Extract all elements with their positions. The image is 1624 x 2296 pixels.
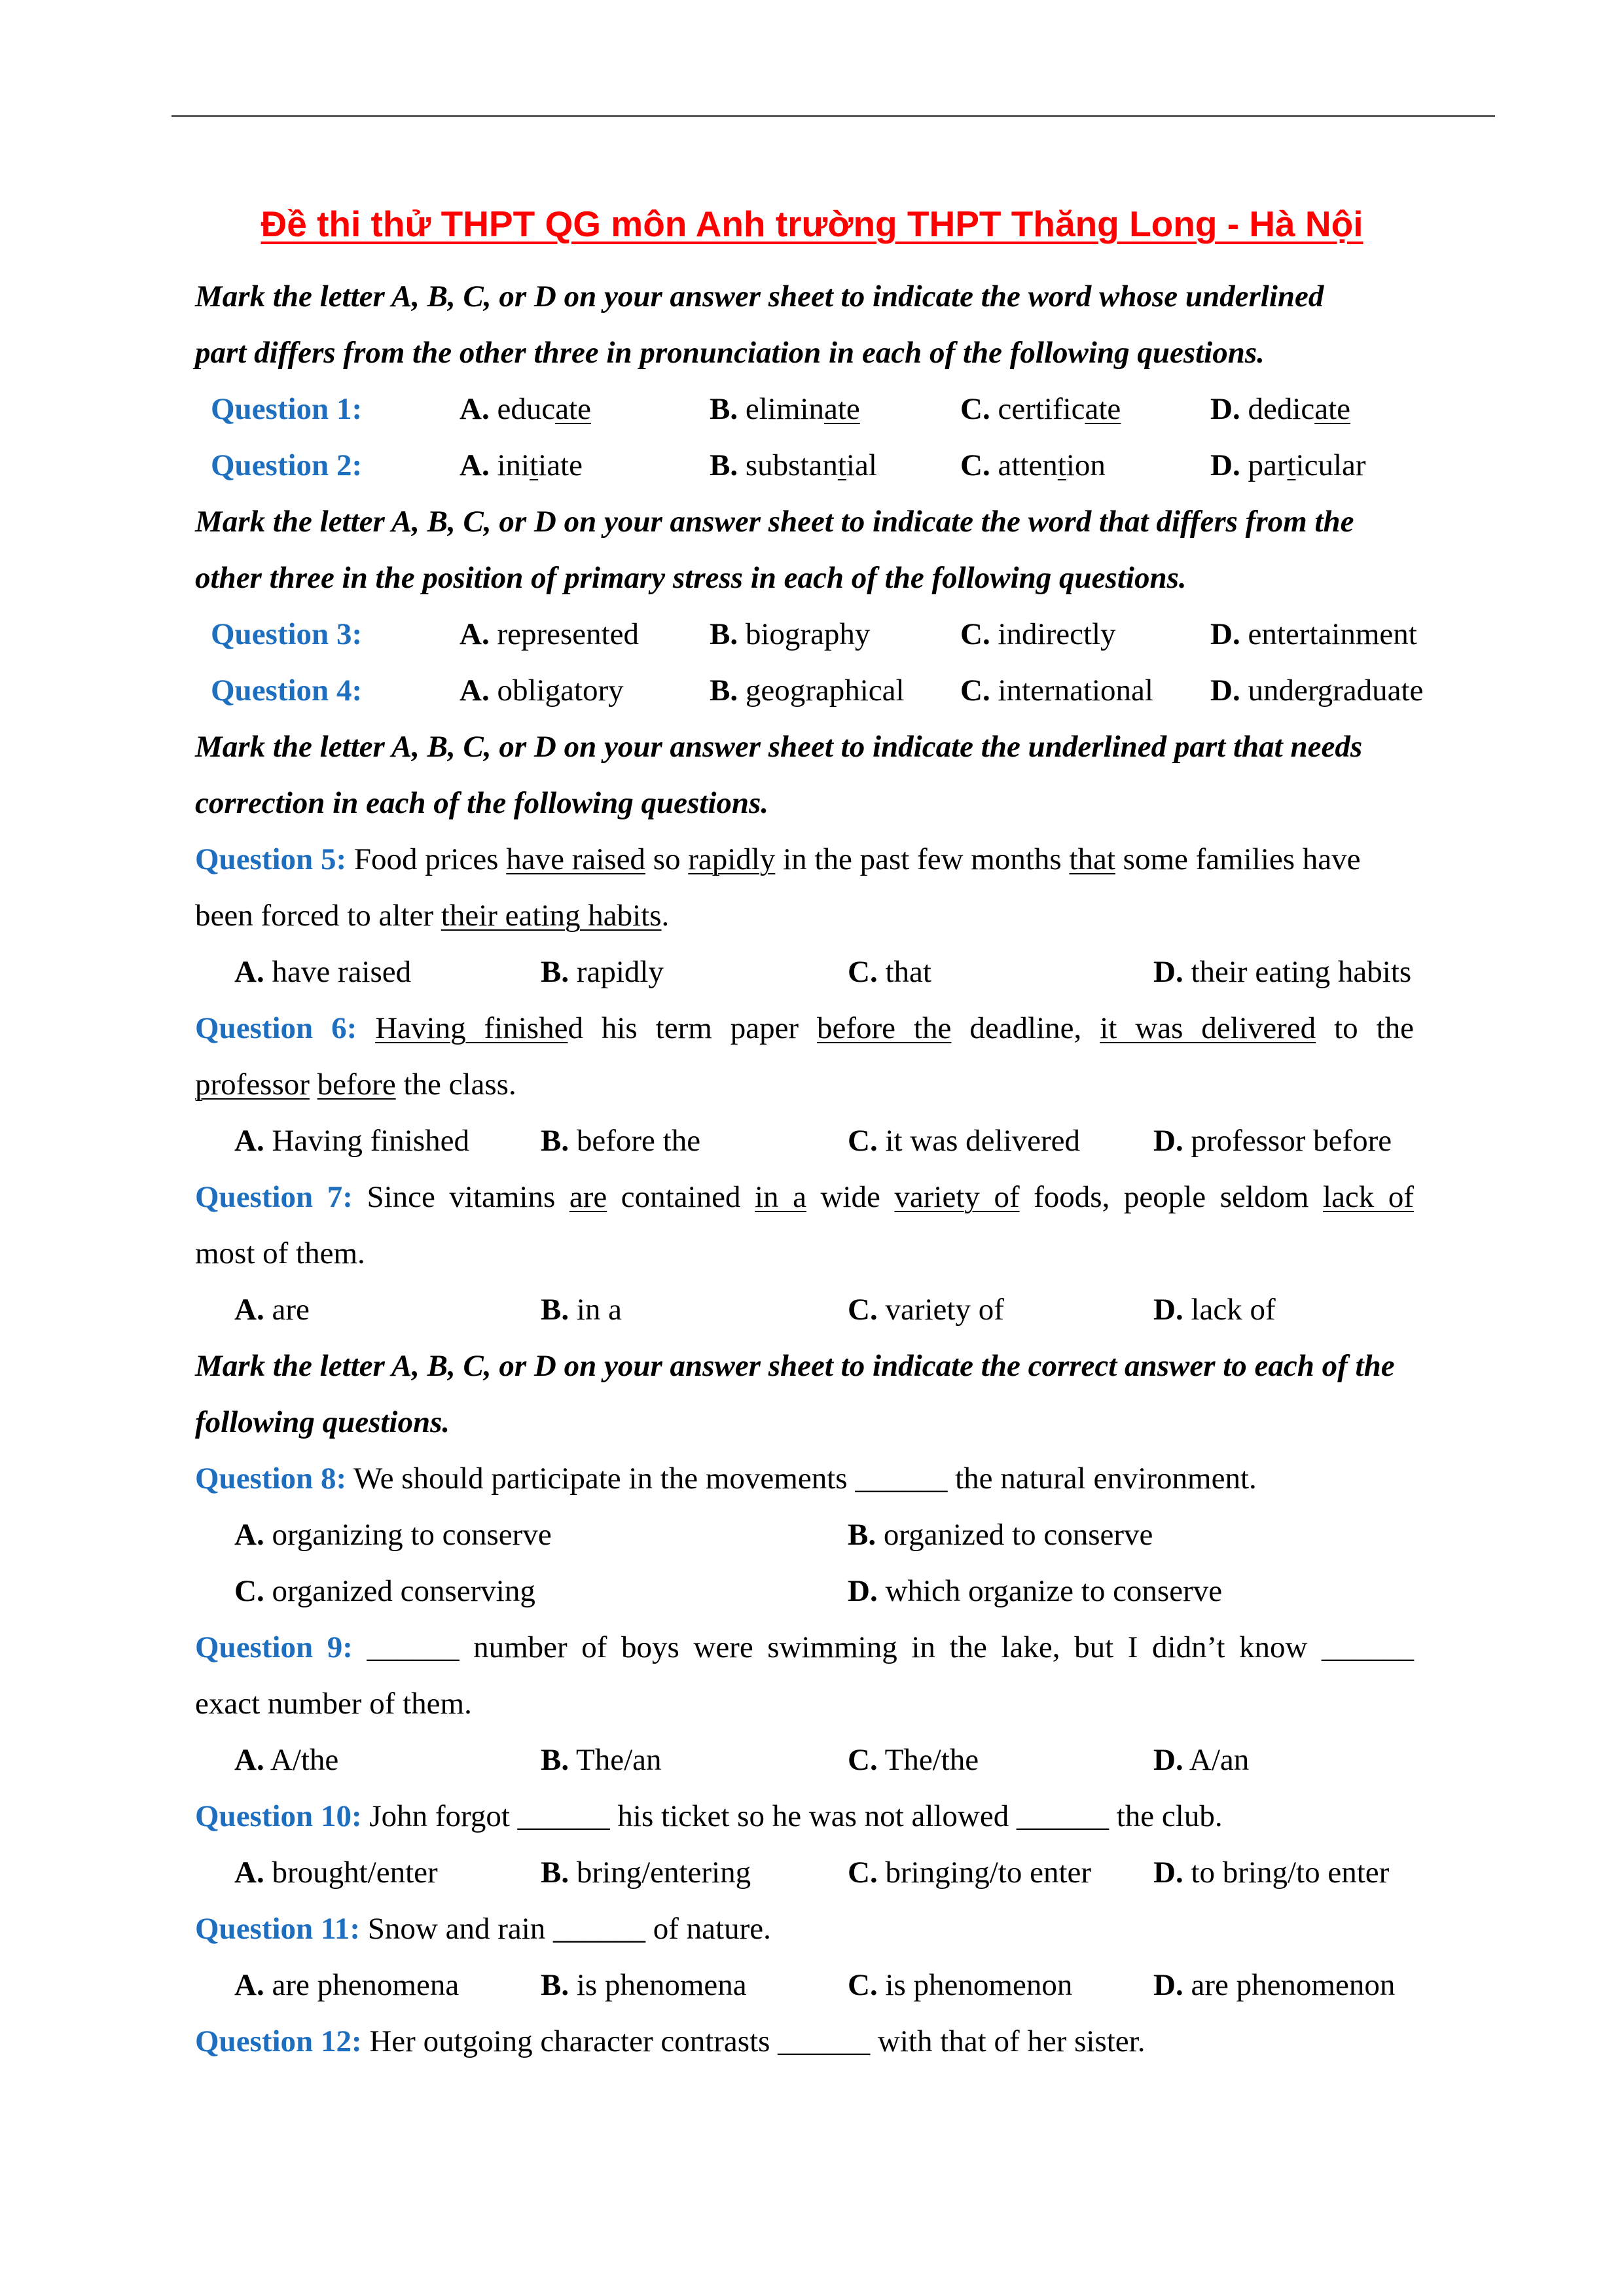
question-4-option-c[interactable]: C. international — [960, 673, 1153, 708]
question-5-option-d[interactable]: D. their eating habits — [1153, 955, 1412, 989]
header-rule — [171, 115, 1495, 117]
question-5-stem-line2: been forced to alter their eating habits. — [195, 899, 670, 933]
question-1-label: Question 1: — [211, 392, 363, 426]
question-6-option-d[interactable]: D. professor before — [1153, 1124, 1392, 1158]
question-1-option-d[interactable]: D. dedicate — [1210, 392, 1351, 426]
instruction-stress: Mark the letter A, B, C, or D on your answer sheet to indicate the word that differs from the other three in the position of primary stress in each of the following questions. — [195, 505, 1354, 595]
question-3-option-c[interactable]: C. indirectly — [960, 617, 1116, 651]
instruction-correct-answer: Mark the letter A, B, C, or D on your answer sheet to indicate the correct answer to each of the following questions. — [195, 1349, 1395, 1439]
question-5-option-c[interactable]: C. that — [848, 955, 931, 989]
question-11-option-c[interactable]: C. is phenomenon — [848, 1968, 1073, 2002]
question-10-option-c[interactable]: C. bringing/to enter — [848, 1856, 1092, 1890]
question-9-option-a[interactable]: A. A/the — [234, 1743, 339, 1777]
question-2-option-b[interactable]: B. substantial — [710, 448, 877, 482]
question-8-option-a[interactable]: A. organizing to conserve — [234, 1518, 552, 1552]
question-10-option-a[interactable]: A. brought/enter — [234, 1856, 438, 1890]
question-11-stem: Question 11: Snow and rain ______ of nature. — [195, 1912, 771, 1946]
question-7-option-b[interactable]: B. in a — [541, 1293, 623, 1327]
question-7-option-a[interactable]: A. are — [234, 1293, 310, 1327]
question-12-stem: Question 12: Her outgoing character contrasts ______ with that of her sister. — [195, 2024, 1146, 2058]
question-9-stem-line2: exact number of them. — [195, 1687, 472, 1721]
question-2-option-a[interactable]: A. initiate — [460, 448, 583, 482]
question-6-option-a[interactable]: A. Having finished — [234, 1124, 469, 1158]
question-3-option-a[interactable]: A. represented — [460, 617, 640, 651]
question-8-option-b[interactable]: B. organized to conserve — [848, 1518, 1153, 1552]
question-8-option-d[interactable]: D. which organize to conserve — [848, 1574, 1223, 1608]
question-3-option-d[interactable]: D. entertainment — [1210, 617, 1417, 651]
question-2-label: Question 2: — [211, 448, 363, 482]
instruction-error-correction: Mark the letter A, B, C, or D on your answer sheet to indicate the underlined part that needs correction in each of the following questions. — [195, 730, 1363, 820]
question-11-option-b[interactable]: B. is phenomena — [541, 1968, 747, 2002]
question-9-option-c[interactable]: C. The/the — [848, 1743, 979, 1777]
question-11-option-a[interactable]: A. are phenomena — [234, 1968, 460, 2002]
question-6-stem: Question 6: Having finished his term paper before the deadline, it was delivered to the — [195, 1011, 1415, 1045]
question-7-stem-line2: most of them. — [195, 1236, 365, 1270]
question-6-stem-line2: professor before the class. — [195, 1067, 516, 1102]
question-7-option-c[interactable]: C. variety of — [848, 1293, 1004, 1327]
question-10-stem: Question 10: John forgot ______ his ticket so he was not allowed ______ the club. — [195, 1799, 1223, 1833]
question-1-option-b[interactable]: B. eliminate — [710, 392, 860, 426]
question-5-option-b[interactable]: B. rapidly — [541, 955, 664, 989]
question-5-option-a[interactable]: A. have raised — [234, 955, 412, 989]
instruction-pronunciation: Mark the letter A, B, C, or D on your answer sheet to indicate the word whose underlined part differs from the other three in pronunciation in each of the following questions. — [195, 279, 1324, 370]
question-9-option-d[interactable]: D. A/an — [1153, 1743, 1250, 1777]
question-7-option-d[interactable]: D. lack of — [1153, 1293, 1276, 1327]
question-2-option-c[interactable]: C. attention — [960, 448, 1106, 482]
question-11-option-d[interactable]: D. are phenomenon — [1153, 1968, 1396, 2002]
question-9-option-b[interactable]: B. The/an — [541, 1743, 662, 1777]
question-4-label: Question 4: — [211, 673, 363, 708]
question-4-option-d[interactable]: D. undergraduate — [1210, 673, 1424, 708]
question-1-option-a[interactable]: A. educate — [460, 392, 591, 426]
question-8-stem: Question 8: We should participate in the movements ______ the natural environment. — [195, 1462, 1257, 1496]
question-4-option-b[interactable]: B. geographical — [710, 673, 905, 708]
question-1-option-c[interactable]: C. certificate — [960, 392, 1121, 426]
question-6-option-c[interactable]: C. it was delivered — [848, 1124, 1081, 1158]
question-9-stem: Question 9: ______ number of boys were swimming in the lake, but I didn’t know ______ — [195, 1630, 1414, 1664]
question-10-option-b[interactable]: B. bring/entering — [541, 1856, 751, 1890]
question-5-stem: Question 5: Food prices have raised so rapidly in the past few months that some families have — [195, 842, 1361, 876]
page-title: Đề thi thử THPT QG môn Anh trường THPT Thăng Long - Hà Nội — [261, 204, 1363, 244]
question-7-stem: Question 7: Since vitamins are contained in a wide variety of foods, people seldom lack of — [195, 1180, 1414, 1214]
question-3-label: Question 3: — [211, 617, 363, 651]
question-4-option-a[interactable]: A. obligatory — [460, 673, 624, 708]
question-10-option-d[interactable]: D. to bring/to enter — [1153, 1856, 1390, 1890]
question-3-option-b[interactable]: B. biography — [710, 617, 871, 651]
question-8-option-c[interactable]: C. organized conserving — [234, 1574, 535, 1608]
question-6-option-b[interactable]: B. before the — [541, 1124, 701, 1158]
question-2-option-d[interactable]: D. particular — [1210, 448, 1366, 482]
